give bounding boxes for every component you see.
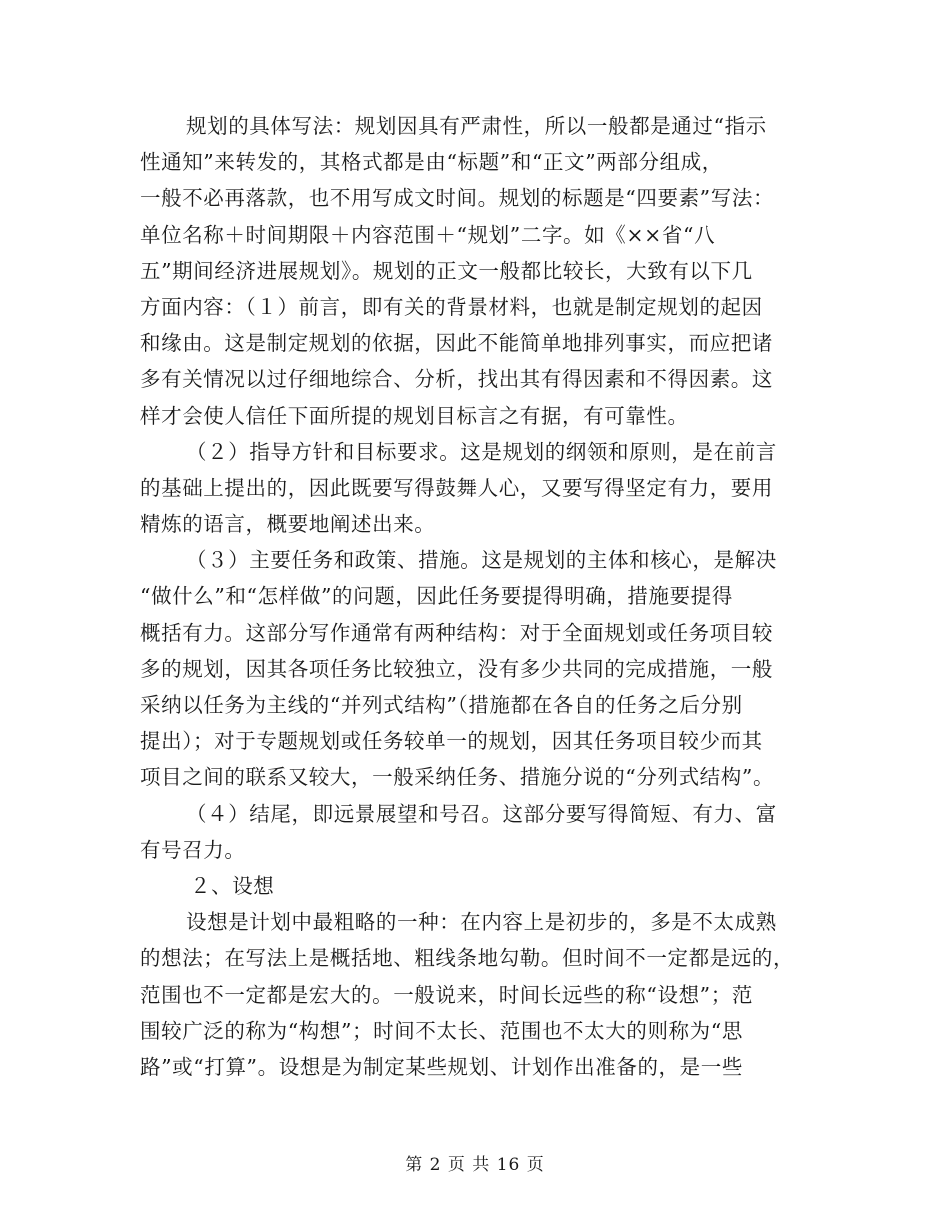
text-line: 多的规划，因其各项任务比较独立，没有多少共同的完成措施，一般 [140,656,773,681]
text-line: 五”期间经济进展规划》。规划的正文一般都比较长，大致有以下几 [140,258,753,283]
text-line: 多有关情况以过仔细地综合、分析，找出其有得因素和不得因素。这 [140,367,773,392]
text-line: 精炼的语言，概要地阐述出来。 [140,512,436,537]
page-footer: 第 2 页 共 16 页 [405,1155,545,1175]
text-line: 的基础上提出的，因此既要写得鼓舞人心，又要写得坚定有力，要用 [140,475,773,500]
text-line: 方面内容：（１）前言，即有关的背景材料，也就是制定规划的起因 [140,294,763,319]
text-line: 路”或“打算”。设想是为制定某些规划、计划作出准备的，是一些 [140,1054,743,1079]
text-line: “做什么”和“怎样做”的问题，因此任务要提得明确，措施要提得 [140,584,733,609]
text-line: 性通知”来转发的，其格式都是由“标题”和“正文”两部分组成， [140,150,723,175]
text-line: 单位名称＋时间期限＋内容范围＋“规划”二字。如《××省“八 [140,222,716,247]
text-line: （２）指导方针和目标要求。这是规划的纲领和原则，是在前言 [186,439,777,464]
text-line: 设想是计划中最粗略的一种：在内容上是初步的，多是不太成熟 [186,910,777,935]
text-line: 有号召力。 [140,837,246,862]
text-line: 样才会使人信任下面所提的规划目标言之有据，有可靠性。 [140,403,689,428]
text-line: 概括有力。这部分写作通常有两种结构：对于全面规划或任务项目较 [140,620,773,645]
text-line: 和缘由。这是制定规划的依据，因此不能简单地排列事实，而应把诸 [140,331,773,356]
document-body [140,108,805,1085]
text-line: 一般不必再落款，也不用写成文时间。规划的标题是“四要素”写法： [140,186,775,211]
text-line: 提出）；对于专题规划或任务较单一的规划，因其任务项目较少而其 [140,729,763,754]
text-line: 采纳以任务为主线的“并列式结构”（措施都在各自的任务之后分别 [140,693,743,717]
text-line: （４）结尾，即远景展望和号召。这部分要写得简短、有力、富 [186,801,777,826]
text-line: 的想法；在写法上是概括地、粗线条地勾勒。但时间不一定都是远的， [140,946,795,971]
text-line: 范围也不一定都是宏大的。一般说来，时间长远些的称“设想”；范 [140,982,753,1007]
text-line: 项目之间的联系又较大，一般采纳任务、措施分说的“分列式结构”。 [140,765,775,790]
text-line: 规划的具体写法：规划因具有严肃性，所以一般都是通过“指示 [186,114,767,138]
section-heading: ２、设想 [190,873,275,898]
text-line: 围较广泛的称为“构想”；时间不太长、范围也不太大的则称为“思 [140,1018,743,1043]
text-line: （３）主要任务和政策、措施。这是规划的主体和核心，是解决 [186,548,777,573]
